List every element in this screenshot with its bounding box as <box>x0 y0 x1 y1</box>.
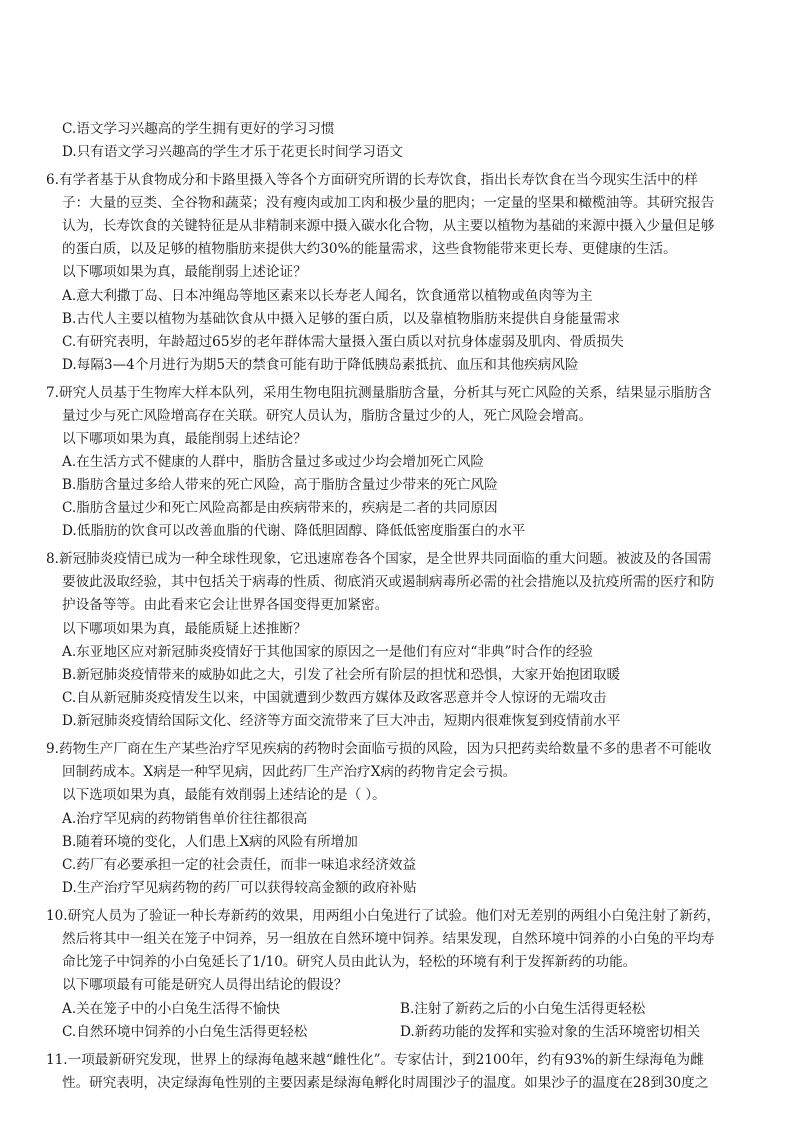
q10-option-c: C.自然环境中饲养的小白兔生活得更轻松 <box>62 1024 308 1040</box>
q10-stem-line-2: 然后将其中一组关在笼子中饲养，另一组放在自然环境中饲养。结果发现，自然环境中饲养的小白兔的平均寿 <box>62 931 715 947</box>
q10-question: 以下哪项最有可能是研究人员得出结论的假设？ <box>62 977 348 993</box>
q6-option-d: D.每隔3—4个月进行为期5天的禁食可能有助于降低胰岛素抵抗、血压和其他疾病风险 <box>62 357 579 373</box>
q9-option-b: B.随着环境的变化，人们患上X病的风险有所增加 <box>62 834 358 850</box>
q7-option-d: D.低脂肪的饮食可以改善血脂的代谢、降低胆固醇、降低低密度脂蛋白的水平 <box>62 523 526 539</box>
q6-stem-line-1: 6.有学者基于从食物成分和卡路里摄入等各个方面研究所谓的长寿饮食，指出长寿饮食在当今现实生活中的样 <box>46 172 698 188</box>
q10-stem-line-3: 命比笼子中饲养的小白兔延长了1/10。研究人员由此认为，轻松的环境有利于发挥新药的功能。 <box>62 954 637 970</box>
q8-option-a: A.东亚地区应对新冠肺炎疫情好于其他国家的原因之一是他们有应对“非典”时合作的经验 <box>62 644 594 660</box>
q10-option-d: D.新药功能的发挥和实验对象的生活环境密切相关 <box>400 1024 701 1040</box>
q9-stem-line-1: 9.药物生产厂商在生产某些治疗罕见疾病的药物时会面临亏损的风险，因为只把药卖给数量不多的患者不可能收 <box>46 741 712 757</box>
q9-option-c: C.药厂有必要承担一定的社会责任，而非一味追求经济效益 <box>62 857 417 873</box>
q8-question: 以下哪项如果为真，最能质疑上述推断？ <box>62 621 307 637</box>
q9-option-d: D.生产治疗罕见病药物的药厂可以获得较高金额的政府补贴 <box>62 880 417 896</box>
q5-option-d: D.只有语文学习兴趣高的学生才乐于花更长时间学习语文 <box>62 144 403 160</box>
q8-option-d: D.新冠肺炎疫情给国际文化、经济等方面交流带来了巨大冲击，短期内很难恢复到疫情前水平 <box>62 713 621 729</box>
q8-option-c: C.自从新冠肺炎疫情发生以来，中国就遭到少数西方媒体及政客恶意并令人惊讶的无端攻击 <box>62 690 607 706</box>
q10-stem-line-1: 10.研究人员为了验证一种长寿新药的效果，用两组小白兔进行了试验。他们对无差别的两组小白兔注射了新药， <box>46 908 721 924</box>
q8-stem-line-3: 护设备等等。由此看来它会让世界各国变得更加紧密。 <box>62 597 389 613</box>
q6-stem-line-4: 的蛋白质，以及足够的植物脂肪来提供大约30%的能量需求，这些食物能带来更长寿、更健康的生活。 <box>62 241 677 257</box>
q8-stem-line-2: 要彼此汲取经验，其中包括关于病毒的性质、彻底消灭或遏制病毒所必需的社会措施以及抗疫所需的医疗和防 <box>62 574 715 590</box>
q6-option-c: C.有研究表明，年龄超过65岁的老年群体需大量摄入蛋白质以对抗身体虚弱及肌肉、骨质损失 <box>62 334 624 350</box>
q6-question: 以下哪项如果为真，最能削弱上述论证？ <box>62 264 307 280</box>
q9-stem-line-2: 回制药成本。X病是一种罕见病，因此药厂生产治疗X病的药物肯定会亏损。 <box>62 764 517 780</box>
q7-stem-line-1: 7.研究人员基于生物库大样本队列，采用生物电阻抗测量脂肪含量，分析其与死亡风险的关系，结果显示脂肪含 <box>46 385 712 401</box>
q7-option-c: C.脂肪含量过少和死亡风险高都是由疾病带来的，疾病是二者的共同原因 <box>62 500 498 516</box>
q6-stem-line-2: 子：大量的豆类、全谷物和蔬菜；没有瘦肉或加工肉和极少量的肥肉；一定量的坚果和橄榄油等。其研究报告 <box>62 195 715 211</box>
q11-stem-line-2: 性。研究表明，决定绿海龟性别的主要因素是绿海龟孵化时周围沙子的温度。如果沙子的温度在28到30度之 <box>62 1075 709 1091</box>
q5-option-c: C.语文学习兴趣高的学生拥有更好的学习习惯 <box>62 121 335 137</box>
q7-question: 以下哪项如果为真，最能削弱上述结论？ <box>62 431 307 447</box>
q6-option-a: A.意大利撒丁岛、日本冲绳岛等地区素来以长寿老人闻名，饮食通常以植物或鱼肉等为主 <box>62 288 593 304</box>
q7-stem-line-2: 量过少与死亡风险增高存在关联。研究人员认为，脂肪含量过少的人，死亡风险会增高。 <box>62 408 593 424</box>
q9-option-a: A.治疗罕见病的药物销售单价往往都很高 <box>62 811 308 827</box>
q11-stem-line-1: 11.一项最新研究发现，世界上的绿海龟越来越“雌性化”。专家估计，到2100年，约有93%的新生绿海龟为雌 <box>46 1052 704 1068</box>
q8-option-b: B.新冠肺炎疫情带来的威胁如此之大，引发了社会所有阶层的担忧和恐惧，大家开始抱团取暖 <box>62 667 621 683</box>
q10-option-a: A.关在笼子中的小白兔生活得不愉快 <box>62 1001 281 1017</box>
q8-stem-line-1: 8.新冠肺炎疫情已成为一种全球性现象，它迅速席卷各个国家，是全世界共同面临的重大问题。被波及的各国需 <box>46 551 712 567</box>
q10-option-b: B.注射了新药之后的小白兔生活得更轻松 <box>400 1001 646 1017</box>
q9-question: 以下选项如果为真，最能有效削弱上述结论的是（ ）。 <box>62 787 386 803</box>
q7-option-b: B.脂肪含量过多给人带来的死亡风险，高于脂肪含量过少带来的死亡风险 <box>62 477 498 493</box>
q6-option-b: B.古代人主要以植物为基础饮食从中摄入足够的蛋白质，以及靠植物脂肪来提供自身能量需求 <box>62 311 621 327</box>
q7-option-a: A.在生活方式不健康的人群中，脂肪含量过多或过少均会增加死亡风险 <box>62 454 484 470</box>
q6-stem-line-3: 认为，长寿饮食的关键特征是从非精制来源中摄入碳水化合物，从主要以植物为基础的来源中摄入少量但足够 <box>62 218 715 234</box>
